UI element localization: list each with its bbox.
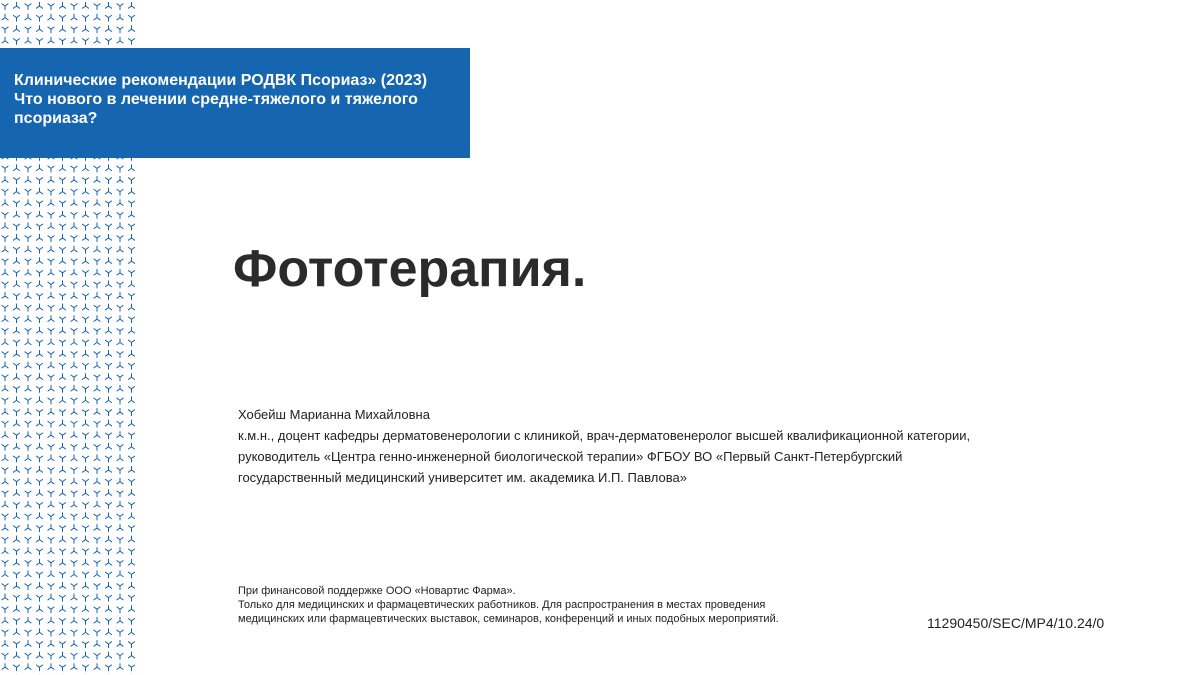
disclaimer-line-3: медицинских или фармацевтических выставок, семинаров, конференций и иных подобных мероприятий. bbox=[238, 613, 779, 625]
header-line-3: псориаза? bbox=[14, 110, 98, 127]
slide-title: Фототерапия. bbox=[233, 240, 587, 298]
disclaimer-line-1: При финансовой поддержке ООО «Новартис Фарма». bbox=[238, 585, 516, 597]
speaker-block bbox=[238, 404, 1038, 488]
speaker-affiliation-line-3: государственный медицинский университет им. академика И.П. Павлова» bbox=[238, 470, 687, 485]
header-banner bbox=[0, 48, 470, 158]
speaker-name: Хобейш Марианна Михайловна bbox=[238, 407, 430, 422]
speaker-affiliation-line-2: руководитель «Центра генно-инженерной биологической терапии» ФГБОУ ВО «Первый Санкт-Петербургский bbox=[238, 449, 903, 464]
disclaimer-line-2: Только для медицинских и фармацевтических работников. Для распространения в местах проведения bbox=[238, 599, 766, 611]
disclaimer-block bbox=[238, 584, 898, 626]
header-line-2: Что нового в лечении средне-тяжелого и тяжелого bbox=[14, 91, 418, 108]
header-line-1: Клинические рекомендации РОДВК Псориаз» (2023) bbox=[14, 72, 428, 89]
speaker-affiliation-line-1: к.м.н., доцент кафедры дерматовенерологии с клиникой, врач-дерматовенеролог высшей квалификационной категории, bbox=[238, 428, 971, 443]
document-code: 11290450/SEC/MP4/10.24/0 bbox=[927, 615, 1105, 631]
